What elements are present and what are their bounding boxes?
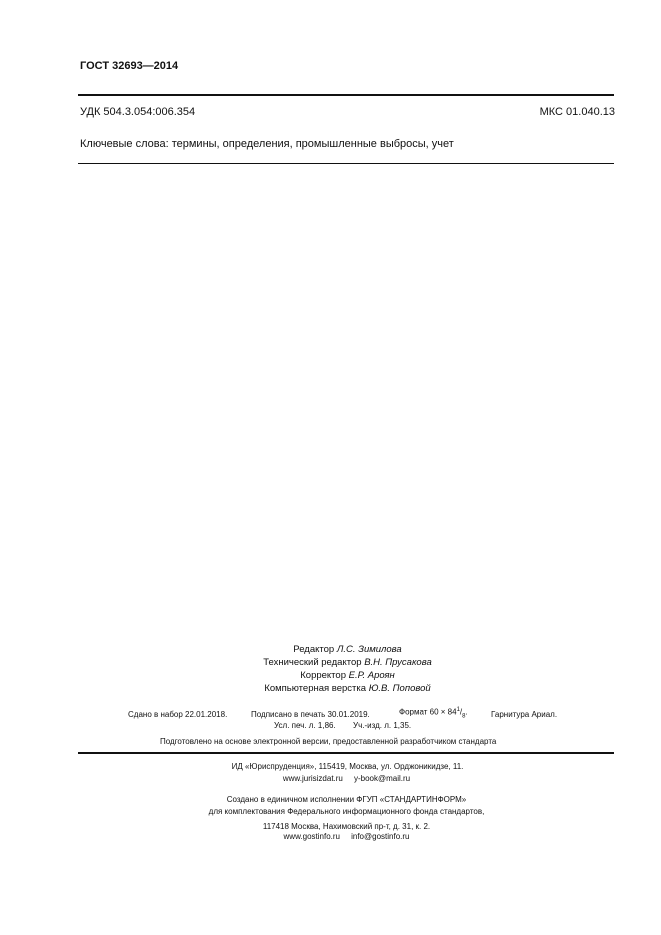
format-denominator: 8 bbox=[462, 713, 466, 720]
publisher-address: ИД «Юриспруденция», 115419, Москва, ул. Орджоникидзе, 11. bbox=[231, 762, 464, 771]
imprint-typeface: Гарнитура Ариал. bbox=[491, 710, 558, 719]
publisher-web: www.jurisizdat.ru y-book@mail.ru bbox=[282, 774, 411, 783]
divider-bottom bbox=[78, 752, 614, 754]
tech-editor-label: Технический редактор bbox=[263, 657, 362, 668]
format-prefix: Формат 60 × 84 bbox=[399, 707, 457, 717]
layout-line bbox=[0, 683, 661, 694]
format-suffix: . bbox=[465, 707, 468, 717]
keywords: Ключевые слова: термины, определения, промышленные выбросы, учет bbox=[80, 138, 454, 150]
imprint-submitted: Сдано в набор 22.01.2018. bbox=[128, 710, 228, 719]
format-numerator: 1 bbox=[456, 707, 460, 713]
corrector-label: Корректор bbox=[300, 670, 346, 681]
standartinform-web: www.gostinfo.ru info@gostinfo.ru bbox=[283, 832, 410, 841]
layout-name: Ю.В. Поповой bbox=[368, 683, 431, 694]
imprint-prepared: Подготовлено на основе электронной версии, предоставленной разработчиком стандарта bbox=[160, 737, 497, 746]
editor-name: Л.С. Зимилова bbox=[336, 644, 402, 655]
tech-editor-name: В.Н. Прусакова bbox=[364, 657, 432, 668]
editor-label: Редактор bbox=[293, 644, 335, 655]
standartinform-address: 117418 Москва, Нахимовский пр-т, д. 31, к. 2. bbox=[262, 822, 431, 831]
divider-top bbox=[78, 94, 614, 96]
corrector-name: Е.Р. Ароян bbox=[348, 670, 395, 681]
standard-number: ГОСТ 32693—2014 bbox=[80, 60, 179, 72]
udk-code: УДК 504.3.054:006.354 bbox=[80, 106, 196, 118]
editor-line bbox=[0, 644, 661, 655]
imprint-signed: Подписано в печать 30.01.2019. bbox=[251, 710, 370, 719]
imprint-pub-sheets: Уч.-изд. л. 1,35. bbox=[353, 721, 412, 730]
standartinform-line: Создано в единичном исполнении ФГУП «СТАНДАРТИНФОРМ» bbox=[226, 795, 467, 804]
tech-editor-line bbox=[0, 657, 661, 668]
imprint-format: Формат $60 \times 84^1/_8$. bbox=[399, 707, 468, 720]
mks-code: МКС 01.040.13 bbox=[539, 106, 615, 118]
corrector-line bbox=[0, 670, 661, 681]
divider-keywords bbox=[78, 163, 614, 164]
imprint-print-sheets: Усл. печ. л. 1,86. bbox=[274, 721, 336, 730]
fund-line: для комплектования Федерального информационного фонда стандартов, bbox=[208, 807, 485, 816]
layout-label: Компьютерная верстка bbox=[264, 683, 367, 694]
